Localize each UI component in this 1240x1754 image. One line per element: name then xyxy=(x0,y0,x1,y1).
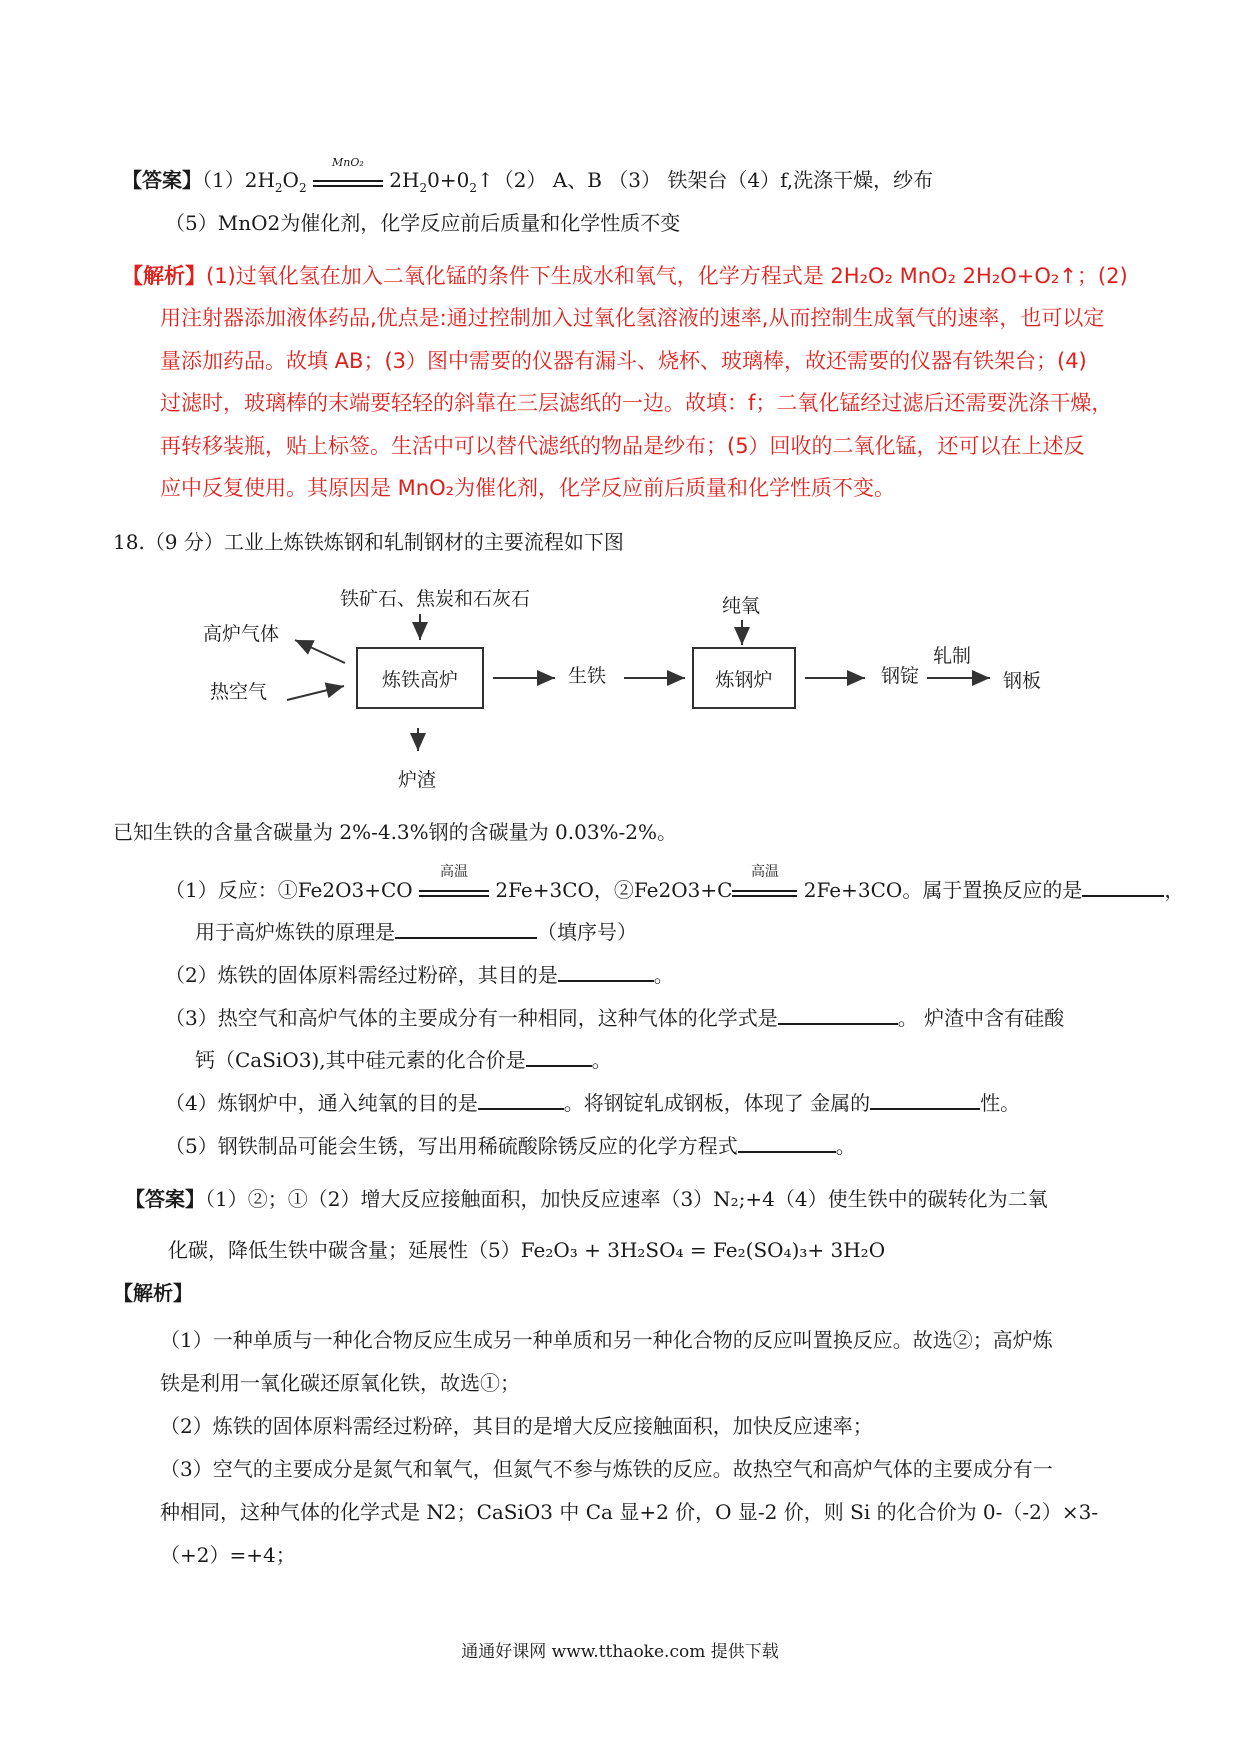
q18-title: 18.（9 分）工业上炼铁炼钢和轧制钢材的主要流程如下图 xyxy=(113,530,624,554)
q18-sub3-line2: 钙（CaSiO3),其中硅元素的化合价是 。 xyxy=(195,1048,612,1072)
high-temp-condition-2: 高温 xyxy=(732,882,797,897)
q18-sub2: （2）炼铁的固体原料需经过粉碎，其目的是 。 xyxy=(165,963,674,987)
blank-crush-purpose[interactable] xyxy=(558,962,654,982)
answer17-line2: （5）MnO2为催化剂，化学反应前后质量和化学性质不变 xyxy=(165,211,681,235)
analysis18-label: 【解析】 xyxy=(113,1281,193,1305)
diagram-furnace-box: 炼铁高炉 xyxy=(356,647,484,709)
diagram-inputs-top: 铁矿石、焦炭和石灰石 xyxy=(340,588,531,610)
q18-sub4: （4）炼钢炉中，通入纯氧的目的是 。将钢锭轧成钢板，体现了 金属的 性。 xyxy=(165,1091,1021,1115)
q18-sub1: （1）反应：①Fe2O3+CO 高温 2Fe+3CO，②Fe2O3+C 高温 2Fe+3CO。属于置换反应的是 ， xyxy=(165,864,1185,902)
analysis18-line-2: （2）炼铁的固体原料需经过粉碎，其目的是增大反应接触面积，加快反应速率； xyxy=(160,1414,873,1438)
diagram-slag: 炉渣 xyxy=(398,769,437,791)
flow-diagram-arrows xyxy=(0,570,1240,830)
analysis18-line-4: 种相同，这种气体的化学式是 N2；CaSiO3 中 Ca 显+2 价，O 显-2 价，则 Si 的化合价为 0-（-2）×3- xyxy=(160,1500,1099,1524)
analysis17-line-1: 用注射器添加液体药品,优点是:通过控制加入过氧化氢溶液的速率,从而控制生成氧气的速率，也可以定 xyxy=(160,306,1105,330)
catalyst-condition: MnO₂ xyxy=(313,172,383,187)
analysis18-line-1: 铁是利用一氧化碳还原氧化铁，故选①； xyxy=(160,1371,520,1395)
analysis17-line-0: 【解析】(1)过氧化氢在加入二氧化锰的条件下生成水和氧气，化学方程式是 2H₂O₂ MnO₂ 2H₂O+O₂↑；(2) xyxy=(122,264,1128,288)
analysis17-line-2: 量添加药品。故填 AB；(3）图中需要的仪器有漏斗、烧杯、玻璃棒，故还需要的仪器有铁架台；(4) xyxy=(160,349,1087,373)
blank-rust-equation[interactable] xyxy=(738,1133,836,1153)
answer18-line2: 化碳，降低生铁中碳含量；延展性（5）Fe₂O₃ + 3H₂SO₄ = Fe₂(SO₄)₃+ 3H₂O xyxy=(168,1238,886,1262)
answer17-line1: 【答案】$(1)2H_2O_2$ MnO₂ $2H_20+0_2↑(2)$ A、B （3） 铁架台（4）f,洗涤干燥，纱布 xyxy=(122,156,934,195)
answer18-line1: 【答案】（1）②；①（2）增大反应接触面积，加快反应速率（3）N₂;+4（4）使生铁中的碳转化为二氧 xyxy=(125,1187,1048,1211)
analysis17-line-4: 再转移装瓶，贴上标签。生活中可以替代滤纸的物品是纱布；(5）回收的二氧化锰，还可以在上述反 xyxy=(160,434,1085,458)
blank-displacement[interactable] xyxy=(1082,877,1164,897)
blank-gas-formula[interactable] xyxy=(778,1005,898,1025)
diagram-ingot: 钢锭 xyxy=(881,665,920,687)
answer-label: 【答案】 xyxy=(122,168,202,192)
analysis17-line-3: 过滤时，玻璃棒的末端要轻轻的斜靠在三层滤纸的一边。故填：f；二氧化锰经过滤后还需要洗涤干燥， xyxy=(160,391,1113,415)
diagram-plate: 钢板 xyxy=(1003,670,1042,692)
analysis18-line-0: （1）一种单质与一种化合物反应生成另一种单质和另一种化合物的反应叫置换反应。故选②；高炉炼 xyxy=(160,1328,1053,1352)
q18-known: 已知生铁的含量含碳量为 2%-4.3%钢的含碳量为 0.03%-2%。 xyxy=(113,820,678,844)
blank-blast-furnace-principle[interactable] xyxy=(395,919,537,939)
analysis18-line-5: （+2）=+4； xyxy=(160,1543,296,1567)
q18-sub1-line2: 用于高炉炼铁的原理是 （填序号） xyxy=(195,920,637,944)
diagram-hot-air: 热空气 xyxy=(210,681,268,703)
diagram-rolling: 轧制 xyxy=(933,645,972,667)
analysis18-line-3: （3）空气的主要成分是氮气和氧气，但氮气不参与炼铁的反应。故热空气和高炉气体的主要成分有一 xyxy=(160,1457,1053,1481)
blank-silicon-valence[interactable] xyxy=(526,1047,592,1067)
q18-sub5: （5）钢铁制品可能会生锈，写出用稀硫酸除锈反应的化学方程式 。 xyxy=(165,1134,856,1158)
diagram-steel-furnace-box: 炼钢炉 xyxy=(692,647,796,709)
diagram-gas-out: 高炉气体 xyxy=(203,623,280,645)
diagram-pure-oxygen: 纯氧 xyxy=(722,595,761,617)
high-temp-condition-1: 高温 xyxy=(419,882,489,897)
diagram-pig-iron: 生铁 xyxy=(568,665,607,687)
blank-metal-property[interactable] xyxy=(870,1090,980,1110)
page-footer: 通通好课网 www.tthaoke.com 提供下载 xyxy=(461,1642,779,1662)
q18-sub3: （3）热空气和高炉气体的主要成分有一种相同，这种气体的化学式是 。 炉渣中含有硅酸 xyxy=(165,1006,1065,1030)
analysis17-line-5: 应中反复使用。其原因是 MnO₂为催化剂，化学反应前后质量和化学性质不变。 xyxy=(160,476,896,500)
blank-oxygen-purpose[interactable] xyxy=(478,1090,564,1110)
